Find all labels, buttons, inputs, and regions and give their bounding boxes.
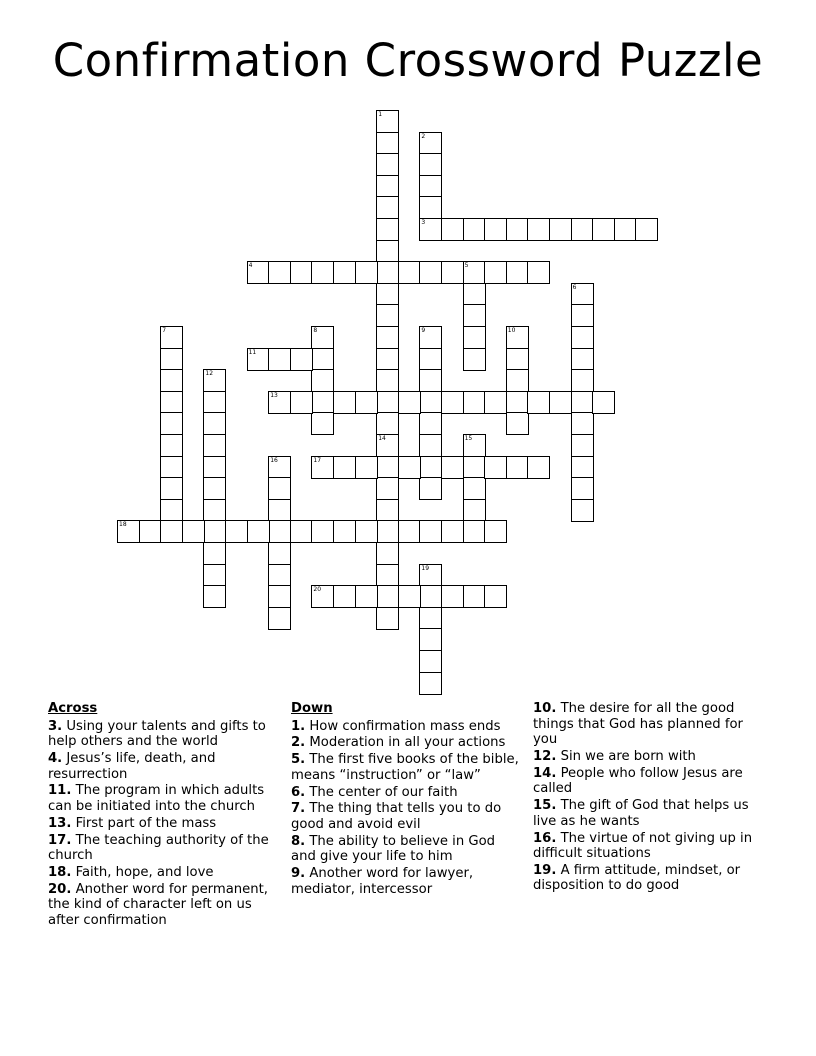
grid-cell[interactable]	[376, 585, 399, 608]
grid-cell[interactable]	[160, 477, 183, 500]
grid-cell[interactable]	[463, 304, 486, 327]
clue-number: 9	[421, 327, 426, 334]
clue-item	[48, 833, 283, 864]
grid-cell[interactable]	[376, 434, 399, 457]
clue-number-label: 15.	[533, 798, 557, 814]
grid-cell[interactable]	[376, 348, 399, 371]
grid-cell[interactable]	[160, 348, 183, 371]
grid-cell[interactable]	[463, 520, 486, 543]
clue-number-label: 17.	[48, 832, 72, 848]
grid-cell[interactable]	[441, 261, 464, 284]
across-clues	[48, 701, 283, 930]
grid-cell[interactable]	[441, 456, 464, 479]
grid-cell[interactable]	[549, 218, 572, 241]
clue-item	[48, 783, 283, 814]
grid-cell[interactable]	[311, 412, 334, 435]
clue-text: Another word for lawyer, mediator, intercessor	[291, 866, 474, 897]
grid-cell[interactable]	[419, 348, 442, 371]
grid-cell[interactable]	[333, 520, 356, 543]
grid-cell[interactable]	[419, 218, 442, 241]
grid-cell[interactable]	[376, 499, 399, 522]
grid-cell[interactable]	[311, 456, 334, 479]
clue-text: First part of the mass	[71, 815, 217, 831]
clue-number: 15	[464, 435, 473, 442]
grid-cell[interactable]	[419, 369, 442, 392]
grid-cell[interactable]	[419, 477, 442, 500]
down-clue-list-continued	[533, 701, 763, 894]
clue-item	[533, 766, 763, 797]
clue-number: 6	[572, 283, 577, 291]
down-clues	[291, 701, 523, 898]
grid-cell[interactable]	[311, 326, 334, 349]
clue-number-label: 3.	[48, 718, 63, 734]
clue-item	[291, 866, 523, 897]
grid-cell[interactable]	[419, 607, 442, 630]
grid-cell[interactable]	[160, 520, 183, 543]
grid-cell[interactable]	[484, 456, 507, 479]
grid-cell[interactable]	[398, 261, 421, 284]
grid-cell[interactable]	[290, 391, 313, 414]
grid-cell[interactable]	[355, 261, 378, 284]
clue-text: The gift of God that helps us live as he wants	[533, 798, 749, 829]
clue-text: People who follow Jesus are called	[533, 765, 743, 797]
grid-cell[interactable]	[247, 348, 270, 371]
clue-number: 5	[464, 262, 469, 270]
clue-item	[533, 749, 763, 765]
grid-cell[interactable]	[160, 434, 183, 457]
grid-cell[interactable]	[463, 585, 486, 608]
clue-text: The virtue of not giving up in difficult situations	[533, 830, 753, 862]
grid-cell[interactable]	[268, 542, 291, 565]
grid-cell[interactable]	[506, 456, 529, 479]
clue-number: 8	[313, 327, 318, 334]
clue-number-label: 19.	[533, 862, 557, 878]
clue-item	[291, 785, 523, 801]
grid-cell[interactable]	[398, 585, 421, 608]
clue-item	[48, 719, 283, 750]
clue-number-label: 11.	[48, 783, 72, 799]
clue-number-label: 1.	[291, 718, 306, 734]
clue-number: 4	[248, 262, 253, 270]
grid-cell[interactable]	[333, 391, 356, 414]
grid-cell[interactable]	[160, 412, 183, 435]
grid-cell[interactable]	[506, 391, 529, 414]
grid-cell[interactable]	[571, 412, 594, 435]
grid-cell[interactable]	[592, 218, 615, 241]
across-heading: Across	[48, 701, 98, 716]
grid-cell[interactable]	[376, 477, 399, 500]
grid-cell[interactable]	[463, 391, 486, 414]
grid-cell[interactable]	[527, 456, 550, 479]
grid-cell[interactable]	[376, 240, 399, 263]
grid-cell[interactable]	[419, 650, 442, 673]
grid-cell[interactable]	[333, 456, 356, 479]
grid-cell[interactable]	[376, 132, 399, 155]
clue-text: Moderation in all your actions	[305, 735, 506, 751]
down-heading: Down	[291, 701, 333, 716]
grid-cell[interactable]	[268, 477, 291, 500]
clue-item	[533, 701, 763, 748]
down-clue-list	[291, 719, 523, 898]
grid-cell[interactable]	[355, 456, 378, 479]
grid-cell[interactable]	[419, 153, 442, 176]
grid-cell[interactable]	[311, 520, 334, 543]
grid-cell[interactable]	[268, 564, 291, 587]
grid-cell[interactable]	[463, 499, 486, 522]
grid-cell[interactable]	[484, 218, 507, 241]
grid-cell[interactable]	[203, 499, 226, 522]
clue-text: Another word for permanent, the kind of character left on us after confirmation	[48, 881, 268, 928]
grid-cell[interactable]	[376, 456, 399, 479]
clue-number-label: 9.	[291, 866, 306, 882]
grid-cell[interactable]	[311, 585, 334, 608]
grid-cell[interactable]	[355, 520, 378, 543]
grid-cell[interactable]	[333, 585, 356, 608]
grid-cell[interactable]	[463, 477, 486, 500]
grid-cell[interactable]	[268, 391, 291, 414]
grid-cell[interactable]	[571, 283, 594, 306]
grid-cell[interactable]	[290, 520, 313, 543]
clue-number-label: 18.	[48, 864, 72, 880]
clue-number: 13	[270, 391, 278, 399]
grid-cell[interactable]	[419, 326, 442, 349]
grid-cell[interactable]	[419, 434, 442, 457]
grid-cell[interactable]	[484, 261, 507, 284]
grid-cell[interactable]	[527, 218, 550, 241]
grid-cell[interactable]	[376, 261, 399, 284]
grid-cell[interactable]	[311, 261, 334, 284]
grid-cell[interactable]	[160, 326, 183, 349]
clue-number-label: 12.	[533, 748, 557, 764]
grid-cell[interactable]	[419, 456, 442, 479]
grid-cell[interactable]	[463, 456, 486, 479]
clue-item	[291, 719, 523, 735]
clue-number-label: 10.	[533, 701, 557, 716]
down-clues-continued	[533, 701, 763, 895]
grid-cell[interactable]	[290, 348, 313, 371]
clue-number: 3	[421, 219, 426, 226]
grid-cell[interactable]	[311, 391, 334, 414]
clue-number-label: 14.	[533, 765, 557, 781]
grid-cell[interactable]	[376, 110, 399, 133]
grid-cell[interactable]	[463, 218, 486, 241]
grid-cell[interactable]	[419, 412, 442, 435]
clue-item	[291, 752, 523, 783]
grid-cell[interactable]	[506, 326, 529, 349]
grid-cell[interactable]	[268, 520, 291, 543]
grid-cell[interactable]	[398, 520, 421, 543]
grid-cell[interactable]	[419, 175, 442, 198]
clue-number: 2	[421, 132, 426, 140]
grid-cell[interactable]	[203, 412, 226, 435]
clue-number: 11	[248, 348, 257, 356]
grid-cell[interactable]	[484, 585, 507, 608]
grid-cell[interactable]	[203, 520, 226, 543]
grid-cell[interactable]	[247, 520, 270, 543]
grid-cell[interactable]	[268, 348, 291, 371]
grid-cell[interactable]	[376, 607, 399, 630]
grid-cell[interactable]	[117, 520, 140, 543]
clue-text: Faith, hope, and love	[71, 864, 214, 880]
clue-number-label: 5.	[291, 752, 306, 768]
grid-cell[interactable]	[376, 218, 399, 241]
clue-item	[48, 751, 283, 782]
clue-text: Jesus’s life, death, and resurrection	[48, 750, 216, 782]
page-title: Confirmation Crossword Puzzle	[52, 34, 764, 87]
clue-item	[533, 863, 763, 894]
grid-cell[interactable]	[571, 477, 594, 500]
clue-number: 10	[507, 327, 516, 334]
grid-cell[interactable]	[571, 304, 594, 327]
clue-text: The first five books of the bible, means “instruction” or “law”	[291, 752, 519, 783]
grid-cell[interactable]	[527, 261, 550, 284]
grid-cell[interactable]	[376, 391, 399, 414]
grid-cell[interactable]	[355, 585, 378, 608]
grid-cell[interactable]	[441, 520, 464, 543]
clue-number-label: 6.	[291, 784, 306, 800]
grid-cell[interactable]	[571, 434, 594, 457]
grid-cell[interactable]	[571, 326, 594, 349]
grid-cell[interactable]	[376, 175, 399, 198]
clue-number-label: 7.	[291, 801, 306, 817]
grid-cell[interactable]	[203, 456, 226, 479]
clue-text: The thing that tells you to do good and avoid evil	[291, 801, 502, 832]
grid-cell[interactable]	[592, 391, 615, 414]
grid-cell[interactable]	[571, 456, 594, 479]
grid-cell[interactable]	[419, 628, 442, 651]
grid-cell[interactable]	[376, 153, 399, 176]
grid-cell[interactable]	[160, 499, 183, 522]
grid-cell[interactable]	[311, 348, 334, 371]
grid-cell[interactable]	[160, 456, 183, 479]
grid-cell[interactable]	[571, 348, 594, 371]
clue-number-label: 16.	[533, 830, 557, 846]
grid-cell[interactable]	[571, 369, 594, 392]
grid-cell[interactable]	[203, 542, 226, 565]
clue-number: 16	[270, 456, 278, 464]
grid-cell[interactable]	[376, 520, 399, 543]
grid-cell[interactable]	[268, 607, 291, 630]
grid-cell[interactable]	[419, 196, 442, 219]
grid-cell[interactable]	[268, 585, 291, 608]
grid-cell[interactable]	[203, 585, 226, 608]
grid-cell[interactable]	[225, 520, 248, 543]
grid-cell[interactable]	[571, 218, 594, 241]
grid-cell[interactable]	[376, 326, 399, 349]
grid-cell[interactable]	[355, 391, 378, 414]
grid-cell[interactable]	[203, 391, 226, 414]
grid-cell[interactable]	[463, 326, 486, 349]
grid-cell[interactable]	[506, 261, 529, 284]
grid-cell[interactable]	[376, 412, 399, 435]
clue-text: The teaching authority of the church	[48, 832, 269, 864]
grid-cell[interactable]	[333, 261, 356, 284]
clue-item	[291, 834, 523, 865]
grid-cell[interactable]	[376, 564, 399, 587]
grid-cell[interactable]	[376, 304, 399, 327]
grid-cell[interactable]	[419, 391, 442, 414]
clue-text: Sin we are born with	[556, 748, 696, 764]
grid-cell[interactable]	[376, 542, 399, 565]
grid-cell[interactable]	[419, 672, 442, 695]
grid-cell[interactable]	[463, 434, 486, 457]
clue-text: A firm attitude, mindset, or disposition to do good	[533, 862, 741, 894]
grid-cell[interactable]	[290, 261, 313, 284]
grid-cell[interactable]	[527, 391, 550, 414]
clue-item	[48, 882, 283, 929]
grid-cell[interactable]	[203, 477, 226, 500]
clue-number-label: 4.	[48, 750, 63, 766]
clue-item	[533, 798, 763, 829]
clue-text: Using your talents and gifts to help others and the world	[48, 718, 266, 750]
clue-number: 12	[205, 370, 214, 378]
clue-number-label: 2.	[291, 735, 306, 751]
clue-text: The program in which adults can be initiated into the church	[48, 783, 265, 814]
grid-cell[interactable]	[484, 391, 507, 414]
grid-cell[interactable]	[506, 412, 529, 435]
grid-cell[interactable]	[571, 391, 594, 414]
grid-cell[interactable]	[635, 218, 658, 241]
grid-cell[interactable]	[203, 369, 226, 392]
clue-item	[533, 831, 763, 862]
grid-cell[interactable]	[614, 218, 637, 241]
grid-cell[interactable]	[376, 369, 399, 392]
grid-cell[interactable]	[160, 391, 183, 414]
grid-cell[interactable]	[398, 456, 421, 479]
grid-cell[interactable]	[419, 564, 442, 587]
clue-number: 20	[313, 586, 322, 594]
grid-cell[interactable]	[268, 456, 291, 479]
grid-cell[interactable]	[311, 369, 334, 392]
grid-cell[interactable]	[268, 261, 291, 284]
grid-cell[interactable]	[549, 391, 572, 414]
grid-cell[interactable]	[441, 391, 464, 414]
grid-cell[interactable]	[463, 261, 486, 284]
clue-number: 19	[421, 564, 430, 572]
grid-cell[interactable]	[571, 499, 594, 522]
grid-cell[interactable]	[506, 369, 529, 392]
grid-cell[interactable]	[182, 520, 205, 543]
clue-text: The desire for all the good things that God has planned for you	[533, 701, 743, 748]
grid-cell[interactable]	[139, 520, 162, 543]
grid-cell[interactable]	[268, 499, 291, 522]
grid-cell[interactable]	[160, 369, 183, 392]
grid-cell[interactable]	[247, 261, 270, 284]
grid-cell[interactable]	[506, 218, 529, 241]
grid-cell[interactable]	[376, 196, 399, 219]
clue-item	[291, 801, 523, 832]
clue-text: The ability to believe in God and give your life to him	[291, 833, 496, 865]
grid-cell[interactable]	[376, 283, 399, 306]
grid-cell[interactable]	[441, 585, 464, 608]
grid-cell[interactable]	[419, 585, 442, 608]
grid-cell[interactable]	[419, 261, 442, 284]
clue-number-label: 8.	[291, 833, 306, 849]
clue-item	[48, 865, 283, 881]
grid-cell[interactable]	[398, 391, 421, 414]
clue-item	[48, 816, 283, 832]
clue-text: How confirmation mass ends	[305, 718, 501, 734]
clue-number-label: 13.	[48, 815, 72, 831]
clue-number-label: 20.	[48, 881, 72, 897]
grid-cell[interactable]	[484, 520, 507, 543]
grid-cell[interactable]	[203, 434, 226, 457]
clue-text: The center of our faith	[305, 784, 458, 800]
grid-cell[interactable]	[463, 283, 486, 306]
grid-cell[interactable]	[203, 564, 226, 587]
clue-number: 7	[162, 327, 167, 334]
across-clue-list	[48, 719, 283, 929]
clue-number: 14	[378, 435, 386, 442]
grid-cell[interactable]	[419, 132, 442, 155]
clue-number: 1	[378, 111, 383, 118]
grid-cell[interactable]	[419, 520, 442, 543]
clue-number: 17	[313, 456, 322, 464]
clue-item	[291, 735, 523, 751]
grid-cell[interactable]	[441, 218, 464, 241]
grid-cell[interactable]	[463, 348, 486, 371]
grid-cell[interactable]	[506, 348, 529, 371]
clue-number: 18	[119, 521, 127, 529]
